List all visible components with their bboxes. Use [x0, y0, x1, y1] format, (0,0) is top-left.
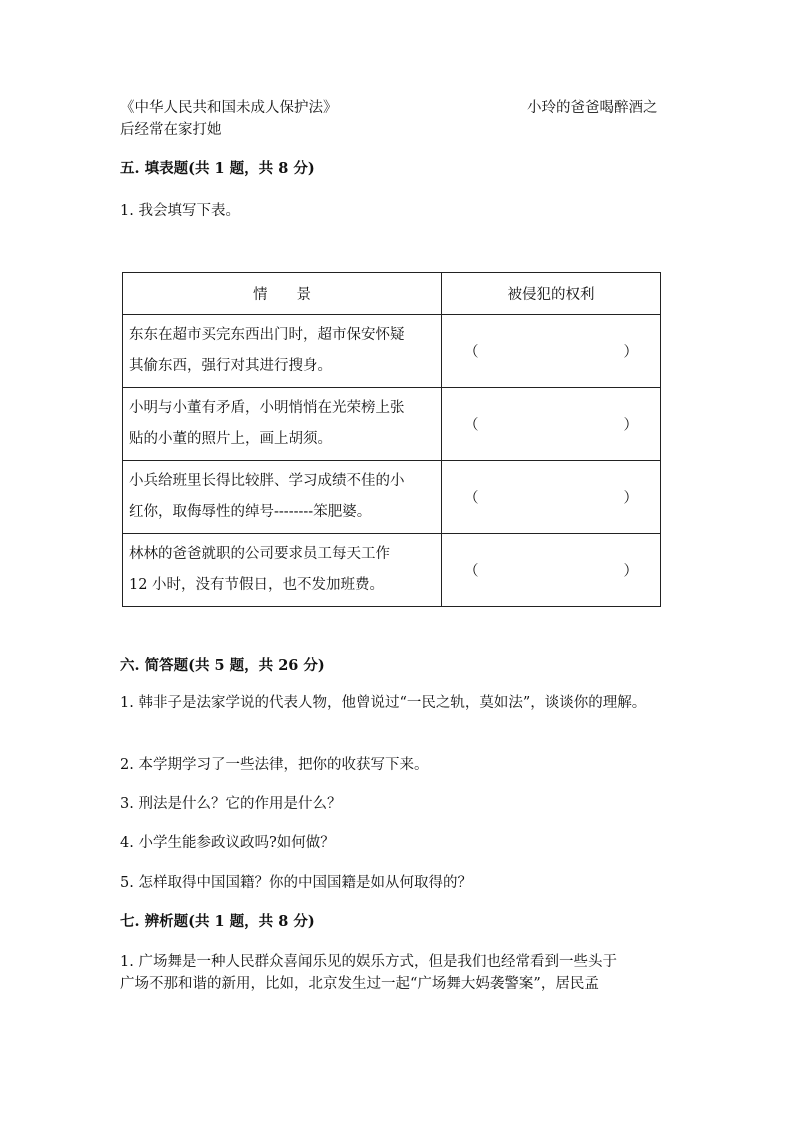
section6-question-4: 4. 小学生能参政议政吗?如何做？: [120, 835, 335, 851]
rights-table: [122, 272, 661, 607]
situation-line: 东东在超市买完东西出门时，超市保安怀疑: [129, 327, 405, 343]
section5-question-1: 1. 我会填写下表。: [120, 203, 240, 219]
answer-blank[interactable]: [442, 534, 661, 607]
situation-line: 其偷东西，强行对其进行搜身。: [129, 358, 332, 374]
answer-blank[interactable]: [442, 461, 661, 534]
section7-question-1-line2: 广场不那和谐的新用，比如，北京发生过一起“广场舞大妈袭警案”，居民孟: [120, 976, 599, 992]
open-paren: （: [464, 563, 479, 580]
situation-line: 林林的爸爸就职的公司要求员工每天工作: [129, 546, 390, 562]
open-paren: （: [464, 344, 479, 361]
table-header-row: [123, 273, 661, 315]
open-paren: （: [464, 490, 479, 507]
section7-heading: 七. 辨析题(共 1 题，共 8 分): [120, 913, 315, 930]
situation-cell: [123, 534, 442, 607]
answer-blank[interactable]: [442, 388, 661, 461]
section6-question-2: 2. 本学期学习了一些法律，把你的收获写下来。: [120, 757, 429, 773]
situation-line: 12 小时，没有节假日，也不发加班费。: [129, 577, 385, 593]
header-violated-right: 被侵犯的权利: [442, 273, 661, 315]
situation-cell: [123, 461, 442, 534]
section6-question-1: 1. 韩非子是法家学说的代表人物，他曾说过“一民之轨，莫如法”，谈谈你的理解。: [120, 695, 647, 711]
situation-line: 贴的小董的照片上，画上胡须。: [129, 431, 332, 447]
open-paren: （: [464, 417, 479, 434]
case-text-part2: 后经常在家打她: [120, 122, 222, 138]
situation-line: 小明与小董有矛盾，小明悄悄在光荣榜上张: [129, 400, 405, 416]
close-paren: ）: [623, 344, 638, 361]
law-name: 《中华人民共和国未成人保护法》: [120, 100, 338, 116]
close-paren: ）: [623, 490, 638, 507]
situation-line: 小兵给班里长得比较胖、学习成绩不佳的小: [129, 473, 405, 489]
close-paren: ）: [623, 563, 638, 580]
answer-blank[interactable]: [442, 315, 661, 388]
situation-line: 红你，取侮辱性的绰号--------笨肥婆。: [129, 504, 372, 520]
close-paren: ）: [623, 417, 638, 434]
table-row: [123, 534, 661, 607]
section5-heading: 五. 填表题(共 1 题，共 8 分): [120, 160, 315, 177]
case-text-part1: 小玲的爸爸喝醉酒之: [527, 100, 658, 116]
table-row: [123, 388, 661, 461]
table-row: [123, 461, 661, 534]
section7-question-1-line1: 1. 广场舞是一种人民群众喜闻乐见的娱乐方式，但是我们也经常看到一些头于: [120, 954, 617, 970]
section6-question-5: 5. 怎样取得中国国籍？你的中国国籍是如从何取得的？: [120, 875, 472, 891]
section6-heading: 六. 简答题(共 5 题，共 26 分): [120, 657, 325, 674]
situation-cell: [123, 315, 442, 388]
situation-cell: [123, 388, 442, 461]
section6-question-3: 3. 刑法是什么？它的作用是什么？: [120, 796, 342, 812]
header-situation: 情 景: [123, 273, 442, 315]
table-row: [123, 315, 661, 388]
